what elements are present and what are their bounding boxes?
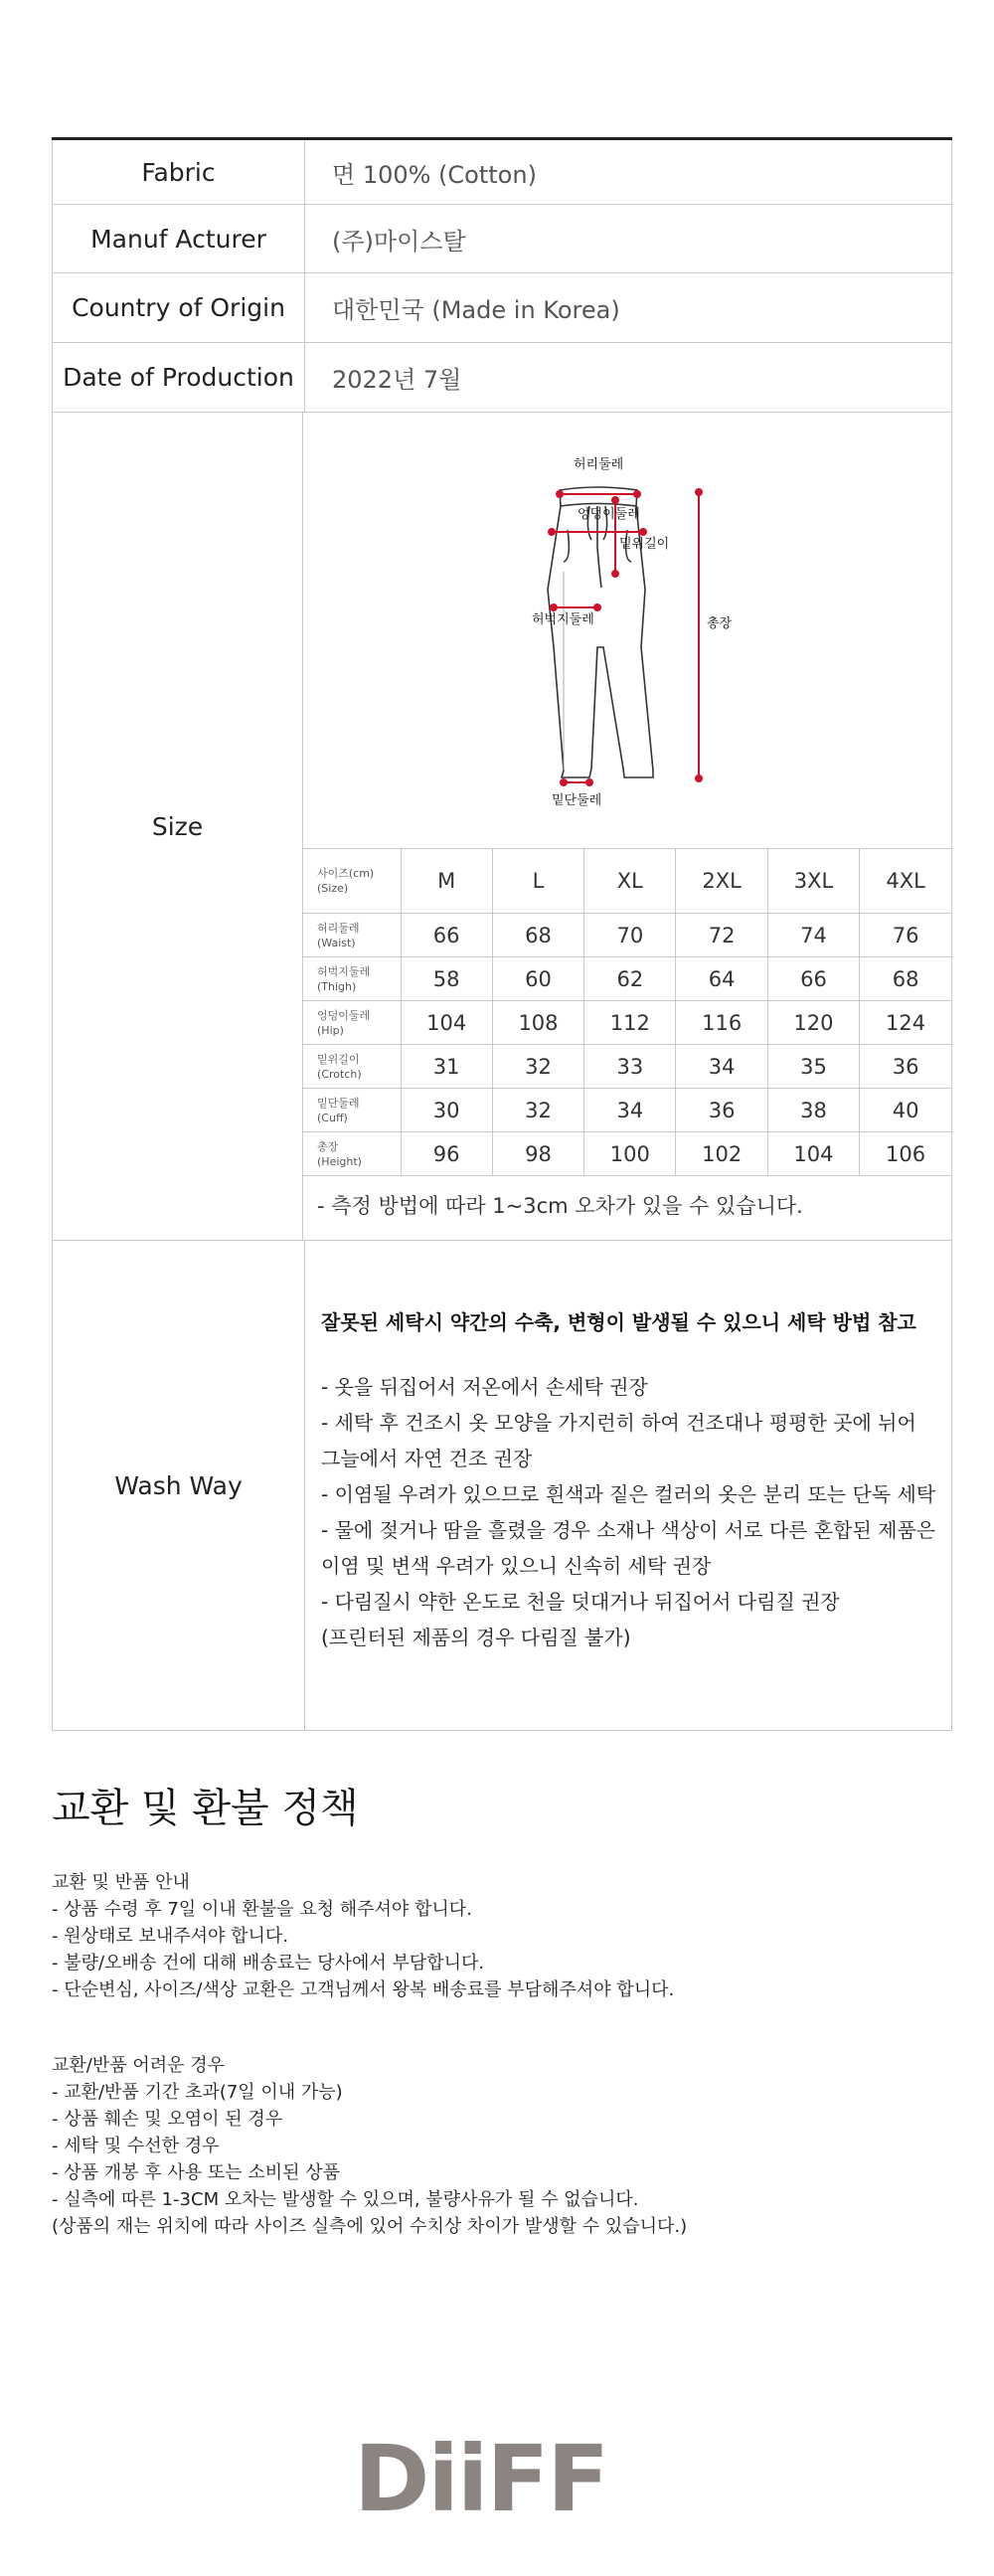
policy-line: - 세탁 및 수선한 경우	[52, 2136, 220, 2156]
row-country	[52, 273, 952, 343]
policy-line: - 원상태로 보내주셔야 합니다.	[52, 1926, 289, 1947]
policy-line: - 상품 수령 후 7일 이내 환불을 요청 해주셔야 합니다.	[52, 1899, 472, 1920]
size-row-waist	[303, 914, 951, 957]
cell: 64	[676, 957, 767, 1001]
cell: 68	[492, 914, 583, 957]
wash-line: - 옷을 뒤집어서 저온에서 손세탁 권장	[321, 1375, 648, 1399]
row-wash	[52, 1241, 952, 1731]
row-label: 총장 (Height)	[303, 1132, 401, 1176]
policy-title: 교환 및 환불 정책	[52, 1786, 359, 1831]
diagram-label-waist: 허리둘레	[574, 457, 624, 472]
row-size	[52, 413, 952, 1241]
cell: 32	[492, 1045, 583, 1089]
size-col-2xl: 2XL	[676, 849, 767, 914]
cell: 32	[492, 1089, 583, 1132]
cell: 38	[767, 1089, 859, 1132]
diagram-label-thigh: 허벅지둘레	[532, 612, 594, 627]
cell: 76	[860, 914, 951, 957]
size-col-4xl: 4XL	[860, 849, 951, 914]
cell: 102	[676, 1132, 767, 1176]
row-manufacturer	[52, 205, 952, 273]
cell: 31	[401, 1045, 492, 1089]
size-note: - 측정 방법에 따라 1~3cm 오차가 있을 수 있습니다.	[317, 1193, 803, 1218]
cell: 72	[676, 914, 767, 957]
row-label: 허벅지둘레 (Thigh)	[303, 957, 401, 1001]
cell: 58	[401, 957, 492, 1001]
date-value: 2022년 7월	[332, 366, 462, 394]
size-col-xl: XL	[584, 849, 676, 914]
row-label: 허리둘레 (Waist)	[303, 914, 401, 957]
wash-line: (프린터된 제품의 경우 다림질 불가)	[321, 1626, 631, 1649]
size-col-3xl: 3XL	[767, 849, 859, 914]
wash-line: - 이염될 우려가 있으므로 흰색과 짙은 컬러의 옷은 분리 또는 단독 세탁	[321, 1482, 936, 1506]
wash-line: 그늘에서 자연 건조 권장	[321, 1447, 533, 1470]
row-label: 밑단둘레 (Cuff)	[303, 1089, 401, 1132]
wash-line: - 세탁 후 건조시 옷 모양을 가지런히 하여 건조대나 평평한 곳에 뉘어	[321, 1411, 916, 1435]
size-row-hip	[303, 1001, 951, 1045]
cell: 106	[860, 1132, 951, 1176]
policy-exceptions-heading: 교환/반품 어려운 경우	[52, 2055, 225, 2076]
policy-line: (상품의 재는 위치에 따라 사이즈 실측에 있어 수치상 차이가 발생할 수 있습니다.)	[52, 2216, 688, 2237]
cell: 98	[492, 1132, 583, 1176]
measurement-lines	[549, 489, 702, 785]
size-row-thigh	[303, 957, 951, 1001]
row-fabric	[52, 140, 952, 205]
cell: 36	[676, 1089, 767, 1132]
cell: 35	[767, 1045, 859, 1089]
product-info-table	[52, 137, 952, 1731]
policy-line: - 교환/반품 기간 초과(7일 이내 가능)	[52, 2082, 343, 2103]
row-label: 엉덩이둘레 (Hip)	[303, 1001, 401, 1045]
fabric-value: 면 100% (Cotton)	[332, 160, 537, 189]
size-row-height	[303, 1132, 951, 1176]
pants-diagram-svg	[303, 413, 951, 848]
diagram-label-hip: 엉덩이둘레	[578, 507, 640, 522]
diagram-label-cuff: 밑단둘레	[552, 793, 602, 808]
size-table-header	[303, 849, 951, 914]
cell: 104	[767, 1132, 859, 1176]
size-row-crotch	[303, 1045, 951, 1089]
policy-line: - 상품 개봉 후 사용 또는 소비된 상품	[52, 2162, 340, 2183]
date-label: Date of Production	[53, 343, 305, 412]
cell: 108	[492, 1001, 583, 1045]
cell: 34	[584, 1089, 676, 1132]
size-row-cuff	[303, 1089, 951, 1132]
cell: 60	[492, 957, 583, 1001]
country-value: 대한민국 (Made in Korea)	[332, 296, 620, 324]
cell: 116	[676, 1001, 767, 1045]
cell: 112	[584, 1001, 676, 1045]
cell: 40	[860, 1089, 951, 1132]
size-header-label: 사이즈(cm) (Size)	[303, 849, 401, 914]
diagram-label-crotch: 밑위길이	[619, 537, 670, 552]
cell: 124	[860, 1001, 951, 1045]
wash-heading: 잘못된 세탁시 약간의 수축, 변형이 발생될 수 있으니 세탁 방법 참고	[321, 1310, 916, 1334]
policy-line: - 상품 훼손 및 오염이 된 경우	[52, 2109, 283, 2130]
pants-outline	[548, 487, 653, 777]
fabric-label: Fabric	[53, 140, 305, 204]
size-table	[303, 848, 951, 1176]
size-label: Size	[53, 413, 303, 1240]
brand-logo: DiiFF	[354, 2426, 608, 2532]
cell: 70	[584, 914, 676, 957]
cell: 36	[860, 1045, 951, 1089]
wash-line: - 다림질시 약한 온도로 천을 덧대거나 뒤집어서 다림질 권장	[321, 1590, 840, 1614]
wash-label: Wash Way	[53, 1241, 305, 1730]
cell: 120	[767, 1001, 859, 1045]
policy-line: - 불량/오배송 건에 대해 배송료는 당사에서 부담합니다.	[52, 1953, 485, 1974]
cell: 74	[767, 914, 859, 957]
pants-diagram	[303, 413, 951, 848]
wash-line: - 물에 젖거나 땀을 흘렸을 경우 소재나 색상이 서로 다른 혼합된 제품은	[321, 1518, 936, 1542]
size-content	[303, 413, 951, 1240]
policy-guide-heading: 교환 및 반품 안내	[52, 1872, 190, 1893]
row-label: 밑위길이 (Crotch)	[303, 1045, 401, 1089]
cell: 33	[584, 1045, 676, 1089]
cell: 34	[676, 1045, 767, 1089]
size-col-l: L	[492, 849, 583, 914]
cell: 104	[401, 1001, 492, 1045]
cell: 62	[584, 957, 676, 1001]
wash-content	[305, 1241, 951, 1730]
cell: 30	[401, 1089, 492, 1132]
row-date	[52, 343, 952, 413]
manufacturer-label: Manuf Acturer	[53, 205, 305, 272]
policy-exceptions	[52, 2052, 687, 2240]
cell: 66	[401, 914, 492, 957]
cell: 96	[401, 1132, 492, 1176]
cell: 66	[767, 957, 859, 1001]
manufacturer-value: (주)마이스탈	[332, 227, 466, 256]
cell: 100	[584, 1132, 676, 1176]
size-col-m: M	[401, 849, 492, 914]
country-label: Country of Origin	[53, 273, 305, 342]
policy-line: - 단순변심, 사이즈/색상 교환은 고객님께서 왕복 배송료를 부담해주셔야 합니다.	[52, 1979, 675, 2000]
policy-exchange-guide	[52, 1869, 674, 2003]
policy-line: - 실측에 따른 1-3CM 오차는 발생할 수 있으며, 불량사유가 될 수 없습니다.	[52, 2189, 639, 2210]
cell: 68	[860, 957, 951, 1001]
wash-line: 이염 및 변색 우려가 있으니 신속히 세탁 권장	[321, 1554, 712, 1578]
diagram-label-length: 총장	[707, 616, 733, 631]
